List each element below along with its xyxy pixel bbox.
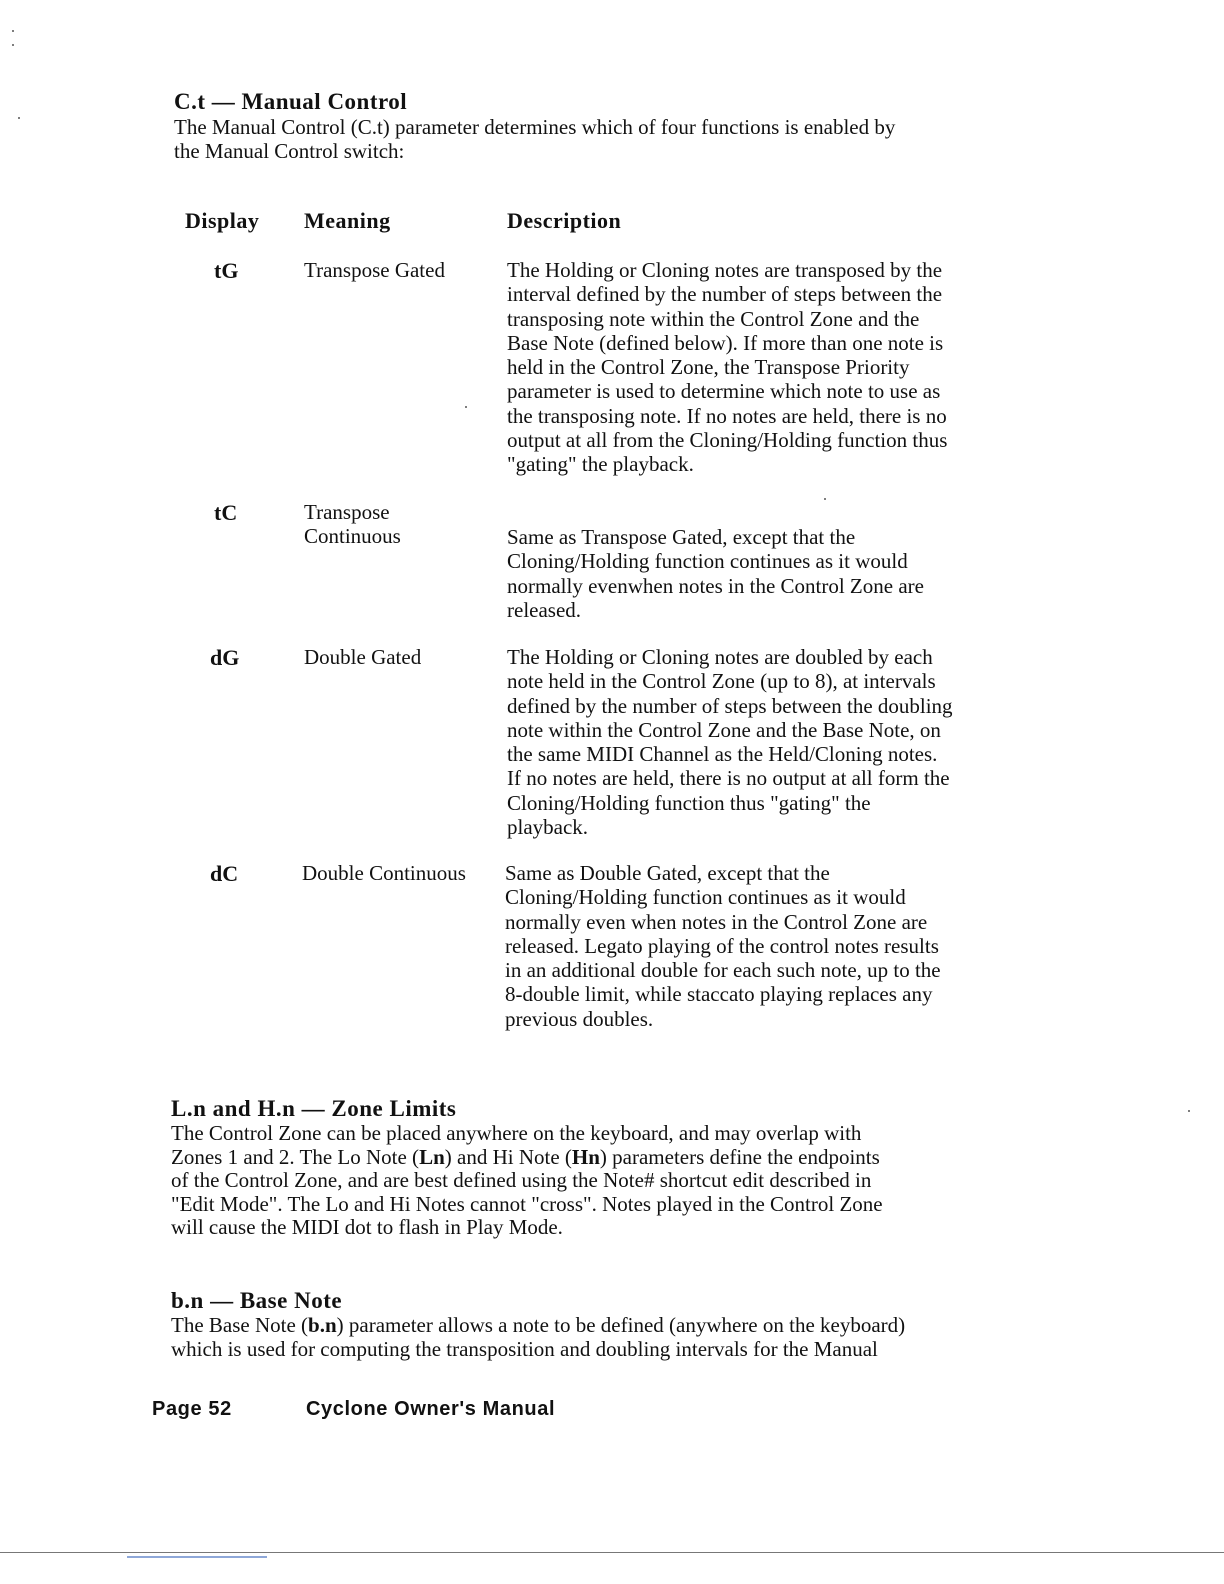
description-line: "gating" the playback. bbox=[507, 452, 694, 477]
paragraph-line: which is used for computing the transposition and doubling intervals for the Manual bbox=[171, 1336, 878, 1361]
description-line: output at all from the Cloning/Holding function thus bbox=[507, 428, 948, 453]
description-line: the transposing note. If no notes are held, there is no bbox=[507, 403, 947, 428]
column-header-meaning: Meaning bbox=[304, 208, 391, 233]
description-line: The Holding or Cloning notes are transposed by the bbox=[507, 258, 943, 282]
scan-speck bbox=[12, 44, 14, 46]
description-line: normally evenwhen notes in the Control Zone are bbox=[507, 573, 924, 598]
row-meaning-dg bbox=[304, 645, 421, 669]
description-line: released. Legato playing of the control notes results bbox=[505, 933, 939, 958]
description-line: Cloning/Holding function continues as it would bbox=[505, 885, 906, 910]
meaning-line: Double Gated bbox=[304, 645, 422, 669]
description-line: parameter is used to determine which note to use as bbox=[507, 379, 941, 404]
description-line: the same MIDI Channel as the Held/Cloning notes. bbox=[507, 742, 938, 767]
bottom-blue-mark bbox=[127, 1556, 267, 1558]
meaning-line: Continuous bbox=[304, 524, 401, 548]
row-display-tg: tG bbox=[214, 258, 239, 283]
base-note-paragraph bbox=[171, 1314, 905, 1361]
intro-line: the Manual Control switch: bbox=[174, 138, 405, 163]
row-description-tc bbox=[507, 525, 1037, 622]
description-line: The Holding or Cloning notes are doubled by each bbox=[507, 645, 933, 669]
row-description-dg bbox=[507, 645, 1037, 839]
row-meaning-tg bbox=[304, 258, 445, 282]
description-line: Same as Transpose Gated, except that the bbox=[507, 525, 856, 549]
paragraph-line: of the Control Zone, and are best defined using the Note# shortcut edit described in bbox=[171, 1168, 872, 1192]
meaning-line: Transpose Gated bbox=[304, 258, 445, 282]
column-header-display: Display bbox=[185, 208, 260, 233]
column-header-description: Description bbox=[507, 208, 622, 233]
scan-speck bbox=[12, 30, 14, 32]
paragraph-line: The Control Zone can be placed anywhere on the keyboard, and may overlap with bbox=[171, 1121, 862, 1145]
description-line: normally even when notes in the Control Zone are bbox=[505, 909, 928, 934]
scan-speck bbox=[465, 406, 467, 408]
description-line: note within the Control Zone and the Base Note, on bbox=[507, 717, 941, 742]
base-note-heading: b.n — Base Note bbox=[171, 1288, 343, 1313]
row-display-tc: tC bbox=[214, 500, 238, 525]
page-number: Page 52 bbox=[152, 1398, 232, 1420]
manual-control-heading: C.t — Manual Control bbox=[174, 89, 408, 114]
meaning-line: Transpose bbox=[304, 500, 390, 524]
zone-limits-paragraph bbox=[171, 1122, 883, 1240]
description-line: Base Note (defined below). If more than one note is bbox=[507, 330, 944, 355]
description-line: in an additional double for each such note, up to the bbox=[505, 958, 941, 983]
scan-speck bbox=[1188, 1110, 1190, 1112]
description-line: Same as Double Gated, except that the bbox=[505, 861, 830, 885]
bottom-rule bbox=[0, 1552, 1224, 1553]
description-line: released. bbox=[507, 597, 582, 622]
meaning-line: Double Continuous bbox=[302, 861, 466, 885]
paragraph-line: will cause the MIDI dot to flash in Play Mode. bbox=[171, 1215, 563, 1239]
scan-speck bbox=[824, 498, 826, 500]
row-description-tg bbox=[507, 258, 1037, 477]
manual-control-intro bbox=[174, 116, 895, 163]
paragraph-line: The Base Note (b.n) parameter allows a note to be defined (anywhere on the keyboard) bbox=[171, 1313, 906, 1337]
row-description-dc bbox=[505, 861, 1035, 1031]
description-line: Cloning/Holding function continues as it would bbox=[507, 549, 908, 574]
row-display-dg: dG bbox=[210, 645, 240, 670]
description-line: previous doubles. bbox=[505, 1006, 654, 1031]
zone-limits-heading: L.n and H.n — Zone Limits bbox=[171, 1096, 457, 1121]
row-meaning-dc bbox=[302, 861, 466, 885]
description-line: interval defined by the number of steps between the bbox=[507, 282, 943, 307]
description-line: 8-double limit, while staccato playing replaces any bbox=[505, 982, 933, 1007]
manual-title: Cyclone Owner's Manual bbox=[306, 1398, 556, 1420]
paragraph-line: "Edit Mode". The Lo and Hi Notes cannot "cross". Notes played in the Control Zone bbox=[171, 1191, 883, 1216]
description-line: held in the Control Zone, the Transpose Priority bbox=[507, 355, 910, 380]
intro-line: The Manual Control (C.t) parameter determines which of four functions is enabled by bbox=[174, 115, 896, 139]
paragraph-line: Zones 1 and 2. The Lo Note (Ln) and Hi Note (Hn) parameters define the endpoints bbox=[171, 1144, 880, 1169]
row-meaning-tc bbox=[304, 500, 401, 548]
description-line: Cloning/Holding function thus "gating" the bbox=[507, 790, 871, 815]
description-line: defined by the number of steps between the doubling bbox=[507, 693, 953, 718]
description-line: If no notes are held, there is no output at all form the bbox=[507, 766, 950, 791]
description-line: note held in the Control Zone (up to 8), at intervals bbox=[507, 669, 936, 694]
scan-speck bbox=[18, 117, 20, 119]
description-line: playback. bbox=[507, 815, 589, 840]
description-line: transposing note within the Control Zone and the bbox=[507, 306, 920, 331]
row-display-dc: dC bbox=[210, 861, 239, 886]
